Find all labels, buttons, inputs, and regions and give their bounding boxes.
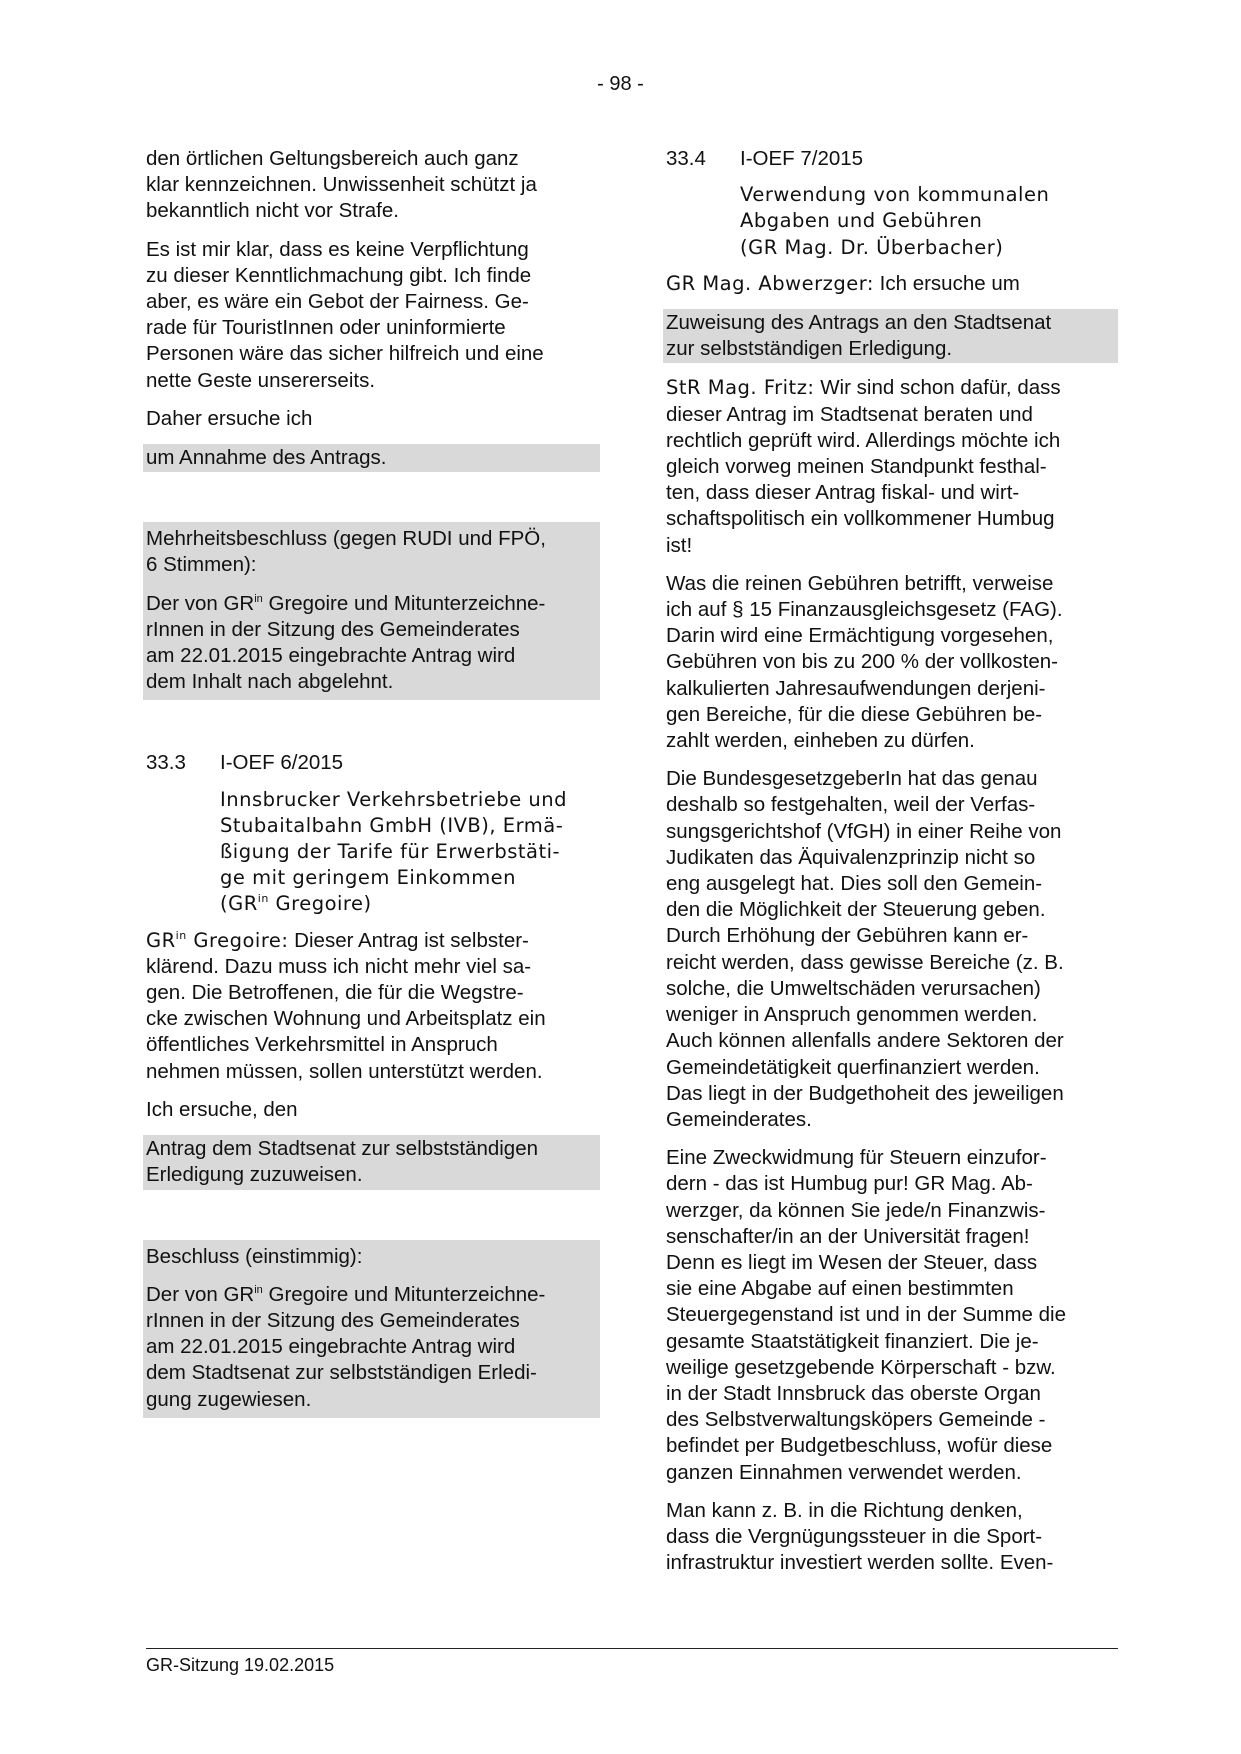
agenda-item-code: I-OEF 6/2015 [220,751,344,775]
agenda-item-title: Innsbrucker Verkehrsbetriebe und Stubaitalbahn GmbH (IVB), Ermä- ßigung der Tarife für Erwerbstäti- ge mit geringem Einkommen ($GR^{in}$ Gregoire) [220,787,568,916]
decision-text: Der von $GR^{in}$ Gregoire und Mitunterzeichne- rInnen in der Sitzung des Gemeinderates am 22.01.2015 eingebrachte Antrag wird dem Inhalt nach abgelehnt. [146,591,546,694]
decision-heading: Beschluss (einstimmig): [146,1244,363,1268]
request-highlight: um Annahme des Antrags. [143,444,600,472]
speech-paragraph: $GR^{in}$ Gregoire: Dieser Antrag ist selbster- klärend. Dazu muss ich nicht mehr viel sa- gen. Die Betroffenen, die für die Wegstre- cke zwischen Wohnung und Arbeitsplatz ein öffentliches Verkehrsmittel in Anspruch nehmen müssen, sollen unterstützt werden. [146,928,546,1083]
agenda-item-number: 33.4 [666,147,706,170]
speaker-name: StR Mag. Fritz: [666,376,815,400]
agenda-item-number: 33.3 [146,751,186,775]
paragraph: Daher ersuche ich [146,406,313,430]
paragraph: Die BundesgesetzgeberIn hat das genau deshalb so festgehalten, weil der Verfas- sungsgerichtshof (VfGH) in einer Reihe von Judikaten das Äquivalenzprinzip nicht so eng ausgelegt hat. Dies soll den Gemein- den die Möglichkeit der Steuerung geben. Durch Erhöhung der Gebühren kann er- reicht werden, dass gewisse Bereiche (z. B. solche, die Umweltschäden verursachen) weniger in Anspruch genommen werden. Auch können allenfalls andere Sektoren der Gemeindetätigkeit querfinanziert werden. Das liegt in der Budgethoheit des jeweiligen Gemeinderates. [666,767,1064,1131]
page-number: - 98 - [597,73,644,95]
paragraph: Man kann z. B. in die Richtung denken, dass die Vergnügungssteuer in die Sport- infrastruktur investiert werden sollte. Even- [666,1498,1054,1575]
paragraph: Was die reinen Gebühren betrifft, verweise ich auf § 15 Finanzausgleichsgesetz (FAG). Darin wird eine Ermächtigung vorgesehen, Gebühren von bis zu 200 % der vollkosten- kalkulierten Jahresaufwendungen derjeni- gen Bereiche, für die diese Gebühren be- zahlt werden, einheben zu dürfen. [666,571,1063,753]
decision-text: Der von $GR^{in}$ Gregoire und Mitunterzeichne- rInnen in der Sitzung des Gemeinderates am 22.01.2015 eingebrachte Antrag wird dem Stadtsenat zur selbstständigen Erledi- gung zugewiesen. [146,1282,546,1411]
agenda-item-code: I-OEF 7/2015 [740,147,864,170]
agenda-item-header [146,750,600,776]
speaker-name: $GR^{in}$ Gregoire: [146,928,289,952]
left-column [146,146,600,1418]
decision-box [143,522,600,700]
paragraph: den örtlichen Geltungsbereich auch ganz klar kennzeichnen. Unwissenheit schützt ja bekanntlich nicht vor Strafe. [146,147,537,223]
speech-paragraph: StR Mag. Fritz: Wir sind schon dafür, dass dieser Antrag im Stadtsenat beraten und rechtlich geprüft wird. Allerdings möchte ich gleich vorweg meinen Standpunkt festhal- ten, dass dieser Antrag fiskal- und wirt- schaftspolitisch ein vollkommener Humbug ist! [666,376,1061,557]
right-column [666,146,1118,1588]
speech-paragraph: GR Mag. Abwerzger: Ich ersuche um [666,271,1020,295]
paragraph: Eine Zweckwidmung für Steuern einzufor- dern - das ist Humbug pur! GR Mag. Ab- werzger, da können Sie jede/n Finanzwis- senschafter/in an der Universität fragen! Denn es liegt im Wesen der Steuer, dass sie eine Abgabe auf einen bestimmten Steuergegenstand ist und in der Summe die gesamte Staatstätigkeit finanziert. Die je- weilige gesetzgebende Körperschaft - bzw. in der Stadt Innsbruck das oberste Organ des Selbstverwaltungsköpers Gemeinde - befindet per Budgetbeschluss, wofür diese ganzen Einnahmen verwendet werden. [666,1146,1067,1484]
request-highlight: Zuweisung des Antrags an den Stadtsenat zur selbstständigen Erledigung. [663,309,1118,363]
footer-text: GR-Sitzung 19.02.2015 [146,1655,335,1675]
decision-box [143,1240,600,1418]
agenda-item-header [666,146,1118,172]
paragraph: Es ist mir klar, dass es keine Verpflichtung zu dieser Kenntlichmachung gibt. Ich finde aber, es wäre ein Gebot der Fairness. Ge- rade für TouristInnen oder uninformierte Personen wäre das sicher hilfreich und eine nette Geste unsererseits. [146,237,544,392]
agenda-item-title: Verwendung von kommunalen Abgaben und Gebühren (GR Mag. Dr. Überbacher) [740,183,1050,259]
request-highlight: Antrag dem Stadtsenat zur selbstständigen Erledigung zuzuweisen. [143,1135,600,1189]
decision-heading: Mehrheitsbeschluss (gegen RUDI und FPÖ, 6 Stimmen): [146,527,546,577]
footer-divider [146,1648,1118,1649]
speaker-name: GR Mag. Abwerzger: [666,271,874,295]
paragraph: Ich ersuche, den [146,1097,298,1121]
